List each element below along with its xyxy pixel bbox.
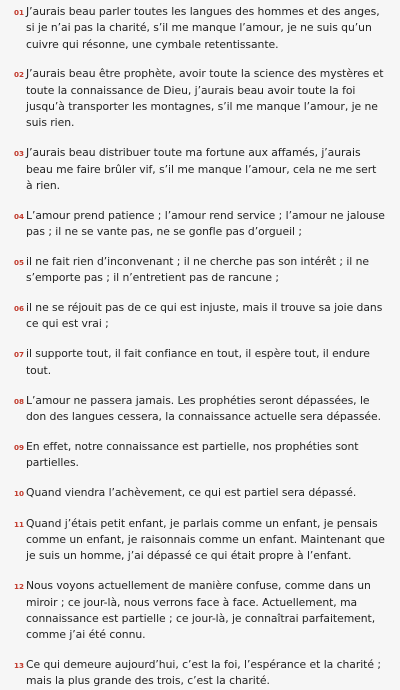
verse-number: 01 [14, 8, 24, 17]
verse-10 [14, 485, 386, 502]
verse-number: 11 [14, 519, 24, 529]
verse-text: Quand j’étais petit enfant, je parlais comme un enfant, je pensais comme un enfant, je raisonnais comme un enfant. Maintenant que je suis un homme, j’ai dépassé ce qui était propre à l’enfant. [26, 516, 385, 563]
verse-text: il supporte tout, il fait confiance en tout, il espère tout, il endure tout. [26, 347, 370, 377]
verse-number: 09 [14, 442, 24, 452]
verse-text: En effet, notre connaissance est partielle, nos prophéties sont partielles. [26, 439, 359, 469]
verse-number: 02 [14, 70, 24, 80]
verse-6 [14, 300, 386, 333]
verse-5 [14, 254, 386, 287]
verse-number: 10 [14, 488, 24, 498]
verse-text: Quand viendra l’achèvement, ce qui est partiel sera dépassé. [26, 485, 357, 499]
verse-number: 05 [14, 257, 24, 267]
verse-1 [14, 4, 386, 53]
verse-text: il ne fait rien d’inconvenant ; il ne cherche pas son intérêt ; il ne s’emporte pas ; il n’entretient pas de rancune ; [26, 254, 369, 285]
verse-8 [14, 393, 386, 426]
verse-2 [14, 66, 386, 131]
verse-number: 07 [14, 350, 24, 360]
verse-number: 04 [14, 211, 24, 221]
verse-3 [14, 145, 386, 194]
verse-4 [14, 208, 386, 241]
verse-text: L’amour ne passera jamais. Les prophéties seront dépassées, le don des langues cessera, la connaissance actuelle sera dépassée. [26, 393, 381, 423]
verse-number: 03 [14, 149, 24, 159]
verse-text: Nous voyons actuellement de manière confuse, comme dans un miroir ; ce jour-là, nous verrons face à face. Actuellement, ma connaissance est partielle ; ce jour-là, je connaîtrai parfaitement, comme j’ai été connu. [26, 579, 376, 642]
verse-12 [14, 578, 386, 643]
verse-text: J’aurais beau distribuer toute ma fortune aux affamés, j’aurais beau me faire brûler vif, s’il me manque l’amour, cela ne me sert à rien. [26, 146, 377, 192]
verse-number: 13 [14, 661, 24, 671]
verse-text: Ce qui demeure aujourd’hui, c’est la foi, l’espérance et la charité ; mais la plus grande des trois, c’est la charité. [26, 658, 381, 688]
verse-text: J’aurais beau parler toutes les langues des hommes et des anges, si je n’ai pas la charité, s’il me manque l’amour, je ne suis qu’un cuivre qui résonne, une cymbale retentissante. [26, 5, 380, 51]
verse-11 [14, 516, 386, 565]
verse-number: 08 [14, 396, 24, 406]
verse-13 [14, 657, 386, 690]
verse-text: J’aurais beau être prophète, avoir toute la science des mystères et toute la connaissance de Dieu, j’aurais beau avoir toute la foi jusqu’à transporter les montagnes, s’il me manque l’amour, je ne suis rien. [26, 67, 384, 130]
verse-7 [14, 346, 386, 379]
verse-text: L’amour prend patience ; l’amour rend service ; l’amour ne jalouse pas ; il ne se vante pas, ne se gonfle pas d’orgueil ; [26, 208, 385, 239]
verse-9 [14, 439, 386, 472]
verse-number: 06 [14, 304, 24, 314]
verse-text: il ne se réjouit pas de ce qui est injuste, mais il trouve sa joie dans ce qui est vrai ; [26, 301, 383, 331]
verse-number: 12 [14, 582, 24, 592]
